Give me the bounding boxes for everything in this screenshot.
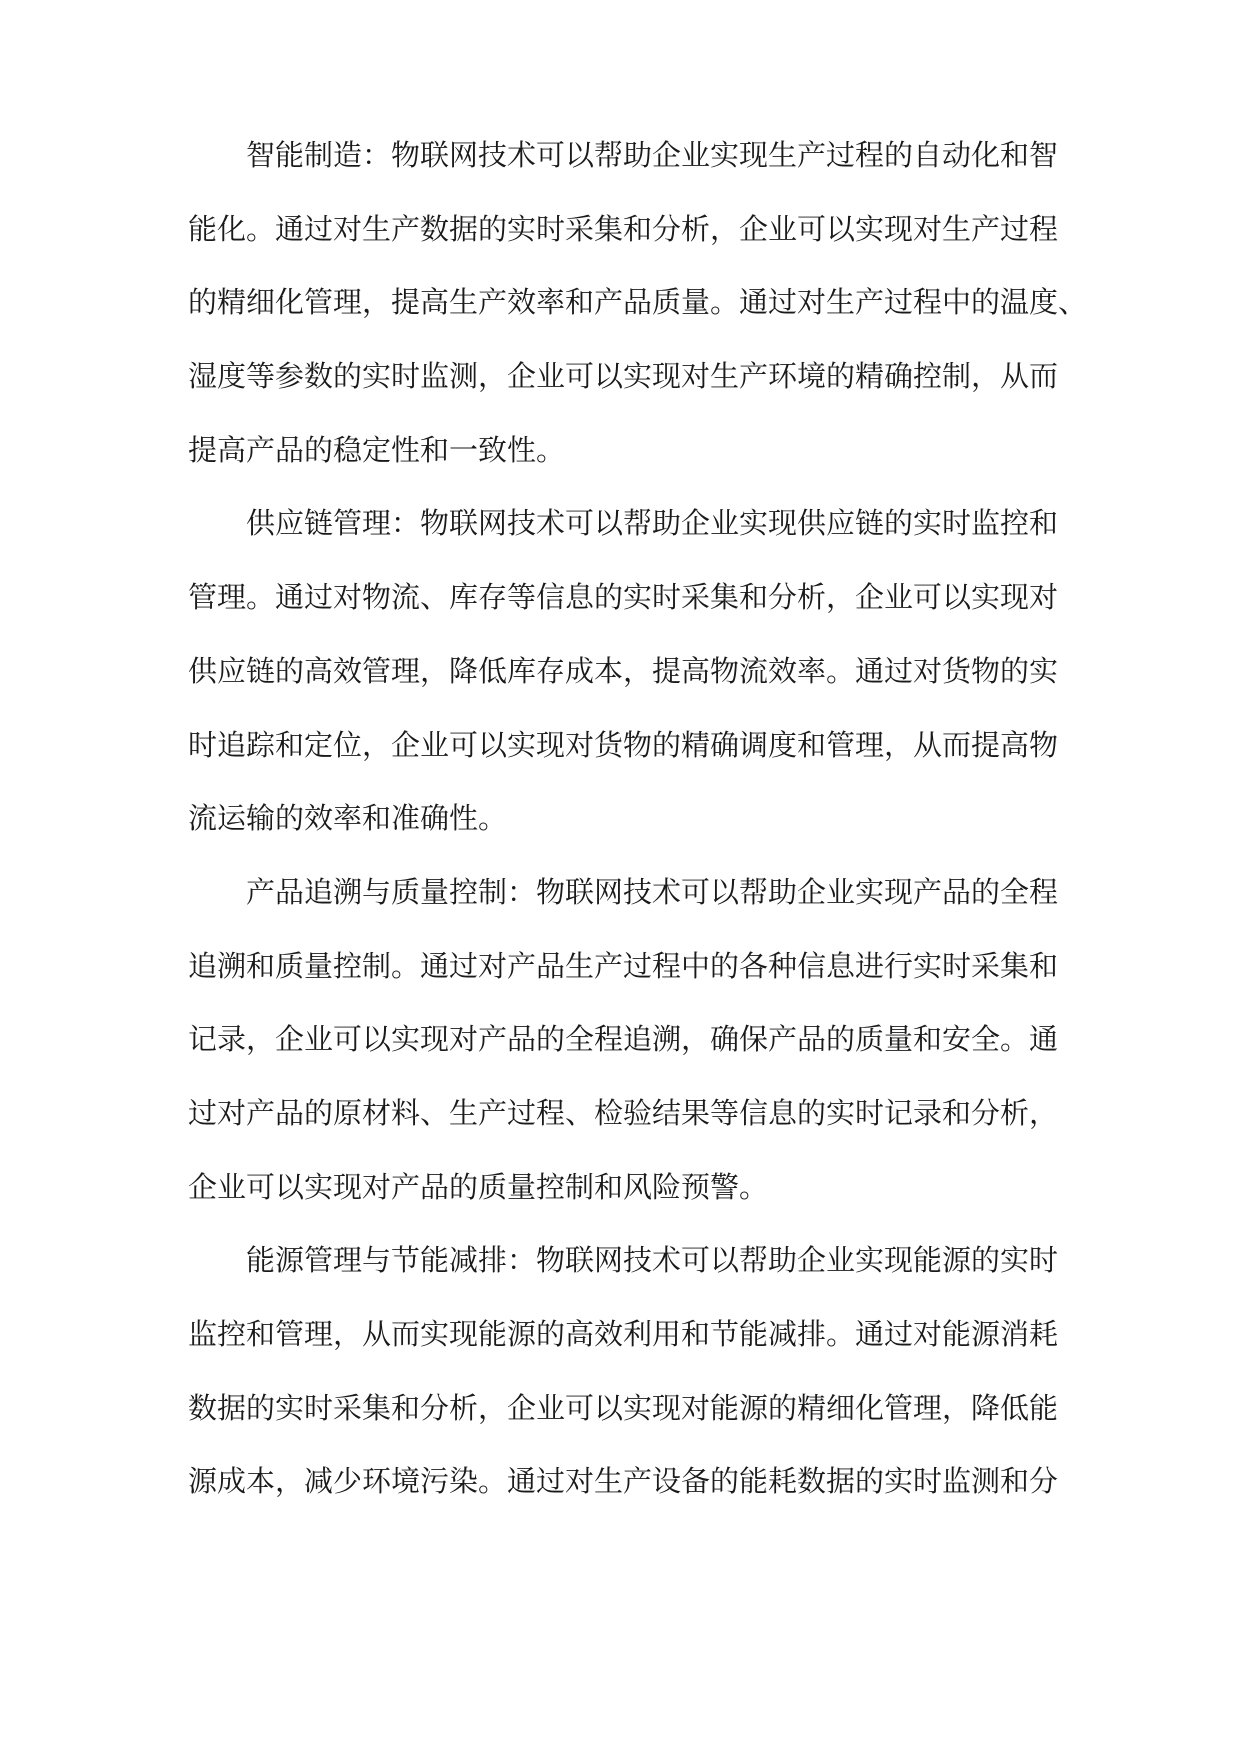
text-line: 流运输的效率和准确性。 (188, 801, 508, 836)
document-body (188, 138, 1088, 1539)
text-line: 时追踪和定位，企业可以实现对货物的精确调度和管理，从而提高物 (188, 727, 1059, 762)
text-line: 湿度等参数的实时监测，企业可以实现对生产环境的精确控制，从而 (188, 359, 1059, 394)
paragraph-traceability-quality (188, 876, 1058, 1203)
text-line: 供应链管理：物联网技术可以帮助企业实现供应链的实时监控和 (246, 506, 1059, 541)
text-line: 记录，企业可以实现对产品的全程追溯，确保产品的质量和安全。通 (188, 1022, 1059, 1057)
text-line: 管理。通过对物流、库存等信息的实时采集和分析，企业可以实现对 (188, 580, 1059, 615)
text-line: 过对产品的原材料、生产过程、检验结果等信息的实时记录和分析， (188, 1095, 1059, 1130)
text-line: 的精细化管理，提高生产效率和产品质量。通过对生产过程中的温度、 (188, 285, 1088, 320)
text-line: 产品追溯与质量控制：物联网技术可以帮助企业实现产品的全程 (246, 874, 1059, 909)
text-line: 企业可以实现对产品的质量控制和风险预警。 (188, 1169, 769, 1204)
text-line: 监控和管理，从而实现能源的高效利用和节能减排。通过对能源消耗 (188, 1317, 1059, 1351)
paragraph-smart-manufacturing (188, 138, 1088, 467)
text-line: 智能制造：物联网技术可以帮助企业实现生产过程的自动化和智 (246, 138, 1059, 172)
paragraph-energy-management (188, 1244, 1058, 1497)
text-line: 源成本，减少环境污染。通过对生产设备的能耗数据的实时监测和分 (188, 1464, 1059, 1499)
paragraph-supply-chain (188, 507, 1058, 834)
text-line: 供应链的高效管理，降低库存成本，提高物流效率。通过对货物的实 (188, 653, 1059, 688)
text-line: 提高产品的稳定性和一致性。 (188, 432, 566, 467)
text-line: 能源管理与节能减排：物联网技术可以帮助企业实现能源的实时 (246, 1243, 1059, 1278)
text-line: 数据的实时采集和分析，企业可以实现对能源的精细化管理，降低能 (188, 1390, 1059, 1425)
text-line: 能化。通过对生产数据的实时采集和分析，企业可以实现对生产过程 (188, 211, 1059, 246)
text-line: 追溯和质量控制。通过对产品生产过程中的各种信息进行实时采集和 (188, 948, 1059, 983)
